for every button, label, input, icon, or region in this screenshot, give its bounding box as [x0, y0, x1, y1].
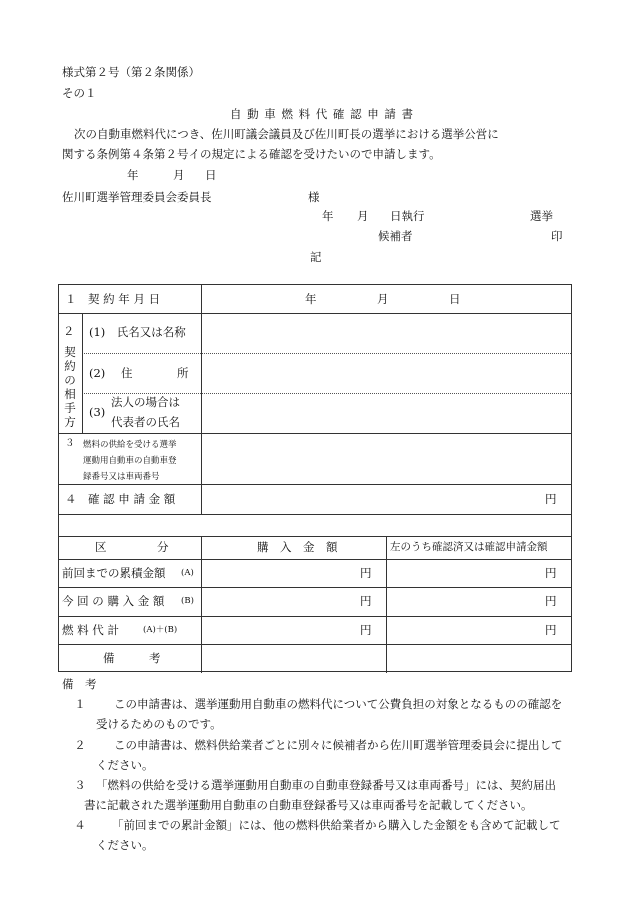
purchase-amount-header: 購 入 金 額 [257, 540, 338, 554]
form-number: 様式第２号（第２条関係） [62, 65, 200, 79]
note-4-line-1: 「前回までの累計金額」には、他の燃料供給業者から購入した金額をも含めて記載して [112, 818, 561, 832]
party-rep-label-2: 代表者の氏名 [111, 415, 180, 429]
vehicle-label-2: 運動用自動車の自動車登 [83, 456, 177, 466]
party-address-label-a: 住 [121, 366, 133, 380]
party-address-number: (2) [89, 366, 106, 380]
fuel-total-tag: (A)＋(B) [143, 625, 178, 635]
contract-year-label: 年 [305, 292, 317, 306]
prev-total-tag: (A) [181, 568, 194, 578]
fuel-total-label: 燃 料 代 計 [62, 623, 119, 637]
document-title: 自 動 車 燃 料 代 確 認 申 請 書 [230, 107, 415, 121]
application-table [58, 284, 572, 672]
vehicle-label-3: 録番号又は車両番号 [83, 472, 160, 482]
requested-amount-yen: 円 [545, 492, 557, 506]
note-2-number: ２ [74, 738, 86, 752]
prev-total-label: 前回までの累積金額 [62, 566, 166, 580]
election-year-label: 年 [322, 209, 334, 223]
intro-line-2: 関する条例第４条第２号イの規定による確認を受けたいので申請します。 [62, 147, 441, 161]
vehicle-number: ３ [65, 438, 75, 449]
date-day-label: 日 [205, 168, 217, 182]
prev-purchase-yen: 円 [360, 566, 372, 580]
contract-month-label: 月 [377, 292, 389, 306]
notes-heading: 備 考 [62, 677, 97, 691]
kubun-header-a: 区 [95, 540, 107, 554]
addressee-honorific: 様 [308, 190, 320, 204]
form-sub-number: その１ [62, 86, 97, 100]
contract-day-label: 日 [449, 292, 461, 306]
party-name-label: (1) 氏名又は名称 [89, 325, 186, 339]
ki-label: 記 [310, 250, 322, 264]
party-rep-label-1: 法人の場合は [111, 395, 180, 409]
election-month-label: 月 [357, 209, 369, 223]
addressee: 佐川町選挙管理委員会委員長 [62, 190, 212, 204]
intro-line-1: 次の自動車燃料代につき、佐川町議会議員及び佐川町長の選挙における選挙公営に [74, 127, 499, 141]
date-year-label: 年 [127, 168, 139, 182]
note-2-line-1: この申請書は、燃料供給業者ごとに別々に候補者から佐川町選挙管理委員会に提出して [114, 738, 563, 752]
contract-party-vertical-label: 契約の相手方 [64, 345, 76, 429]
current-purchase-tag: (B) [181, 596, 194, 606]
note-4-line-2: ください。 [96, 838, 154, 852]
note-3-number: ３ [74, 778, 86, 792]
current-purchase-label: 今 回 の 購 入 金 額 [62, 594, 165, 608]
kubun-header-b: 分 [157, 540, 169, 554]
note-3-line-1: 「燃料の供給を受ける選挙運動用自動車の自動車登録番号又は車両番号」には、契約届出 [96, 778, 556, 792]
election-day-label: 日執行 [390, 209, 425, 223]
confirmed-amount-header: 左のうち確認済又は確認申請金額 [390, 541, 548, 553]
date-month-label: 月 [173, 168, 185, 182]
election-suffix: 選挙 [530, 209, 553, 223]
current-confirmed-yen: 円 [545, 594, 557, 608]
prev-confirmed-yen: 円 [545, 566, 557, 580]
fuel-total-confirmed-yen: 円 [545, 623, 557, 637]
note-1-number: １ [74, 697, 86, 711]
fuel-total-purchase-yen: 円 [360, 623, 372, 637]
remarks-cell-b: 考 [149, 651, 161, 665]
contract-party-number: ２ [63, 324, 75, 338]
note-3-line-2: 書に記載された選挙運動用自動車の自動車登録番号又は車両番号を記載してください。 [84, 798, 533, 812]
contract-date-label: １ 契 約 年 月 日 [65, 292, 161, 306]
note-1-line-1: この申請書は、選挙運動用自動車の燃料代について公費負担の対象となるものの確認を [114, 697, 563, 711]
seal-mark: 印 [551, 229, 563, 243]
current-purchase-yen: 円 [360, 594, 372, 608]
note-2-line-2: ください。 [96, 758, 154, 772]
candidate-label: 候補者 [378, 229, 413, 243]
party-rep-number: (3) [89, 405, 106, 419]
party-address-label-b: 所 [177, 366, 189, 380]
note-1-line-2: 受けるためのものです。 [96, 717, 222, 731]
note-4-number: ４ [74, 818, 86, 832]
vehicle-label-1: 燃料の供給を受ける選挙 [83, 440, 177, 450]
requested-amount-label: ４ 確 認 申 請 金 額 [65, 492, 176, 506]
remarks-cell-a: 備 [103, 651, 115, 665]
